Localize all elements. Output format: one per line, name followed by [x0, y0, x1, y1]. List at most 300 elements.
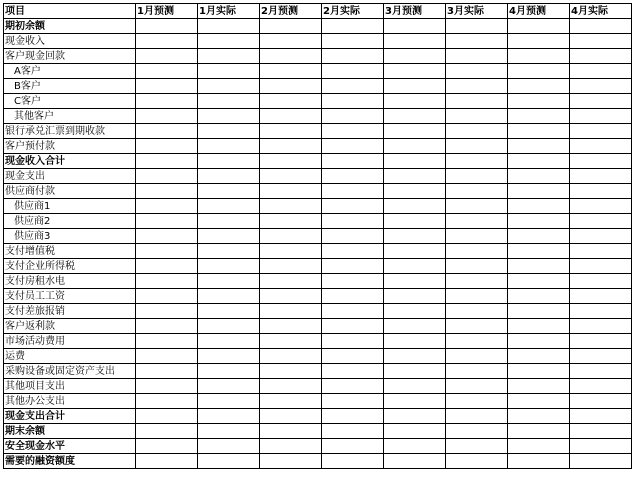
data-cell[interactable]	[136, 49, 198, 64]
data-cell[interactable]	[384, 184, 446, 199]
header-jan-actual[interactable]: 1月实际	[198, 4, 260, 19]
data-cell[interactable]	[136, 379, 198, 394]
data-cell[interactable]	[384, 229, 446, 244]
data-cell[interactable]	[136, 304, 198, 319]
data-cell[interactable]	[508, 379, 570, 394]
data-cell[interactable]	[136, 454, 198, 469]
data-cell[interactable]	[384, 214, 446, 229]
data-cell[interactable]	[570, 169, 632, 184]
data-cell[interactable]	[384, 349, 446, 364]
data-cell[interactable]	[508, 334, 570, 349]
data-cell[interactable]	[508, 289, 570, 304]
data-cell[interactable]	[384, 304, 446, 319]
data-cell[interactable]	[322, 439, 384, 454]
row-label[interactable]: 需要的融资额度	[4, 454, 136, 469]
data-cell[interactable]	[198, 64, 260, 79]
header-row	[4, 4, 632, 19]
data-cell[interactable]	[446, 454, 508, 469]
table-row	[4, 109, 632, 124]
data-cell[interactable]	[570, 364, 632, 379]
row-label[interactable]: 供应商3	[4, 229, 136, 244]
data-cell[interactable]	[384, 199, 446, 214]
data-cell[interactable]	[322, 214, 384, 229]
data-cell[interactable]	[570, 139, 632, 154]
data-cell[interactable]	[322, 364, 384, 379]
data-cell[interactable]	[384, 274, 446, 289]
data-cell[interactable]	[384, 79, 446, 94]
data-cell[interactable]	[384, 64, 446, 79]
data-cell[interactable]	[198, 169, 260, 184]
data-cell[interactable]	[136, 334, 198, 349]
data-cell[interactable]	[322, 109, 384, 124]
data-cell[interactable]	[198, 289, 260, 304]
data-cell[interactable]	[260, 304, 322, 319]
data-cell[interactable]	[570, 259, 632, 274]
data-cell[interactable]	[198, 199, 260, 214]
data-cell[interactable]	[198, 334, 260, 349]
data-cell[interactable]	[508, 184, 570, 199]
data-cell[interactable]	[384, 94, 446, 109]
data-cell[interactable]	[570, 184, 632, 199]
data-cell[interactable]	[136, 154, 198, 169]
data-cell[interactable]	[384, 319, 446, 334]
data-cell[interactable]	[570, 154, 632, 169]
data-cell[interactable]	[322, 154, 384, 169]
data-cell[interactable]	[260, 409, 322, 424]
data-cell[interactable]	[570, 334, 632, 349]
row-label[interactable]: 期初余额	[4, 19, 136, 34]
data-cell[interactable]	[446, 379, 508, 394]
data-cell[interactable]	[260, 244, 322, 259]
data-cell[interactable]	[446, 184, 508, 199]
data-cell[interactable]	[446, 439, 508, 454]
data-cell[interactable]	[136, 274, 198, 289]
data-cell[interactable]	[322, 94, 384, 109]
data-cell[interactable]	[384, 289, 446, 304]
data-cell[interactable]	[570, 274, 632, 289]
data-cell[interactable]	[198, 409, 260, 424]
data-cell[interactable]	[136, 424, 198, 439]
data-cell[interactable]	[322, 169, 384, 184]
data-cell[interactable]	[260, 439, 322, 454]
row-label[interactable]: 其他项目支出	[4, 379, 136, 394]
data-cell[interactable]	[570, 79, 632, 94]
row-label[interactable]: 现金收入	[4, 34, 136, 49]
data-cell[interactable]	[322, 304, 384, 319]
data-cell[interactable]	[322, 19, 384, 34]
data-cell[interactable]	[570, 394, 632, 409]
data-cell[interactable]	[198, 229, 260, 244]
data-cell[interactable]	[508, 139, 570, 154]
data-cell[interactable]	[508, 19, 570, 34]
header-mar-actual[interactable]: 3月实际	[446, 4, 508, 19]
data-cell[interactable]	[322, 199, 384, 214]
data-cell[interactable]	[136, 64, 198, 79]
table-row	[4, 364, 632, 379]
data-cell[interactable]	[198, 244, 260, 259]
table-row	[4, 319, 632, 334]
data-cell[interactable]	[508, 349, 570, 364]
data-cell[interactable]	[384, 244, 446, 259]
data-cell[interactable]	[322, 229, 384, 244]
data-cell[interactable]	[446, 244, 508, 259]
data-cell[interactable]	[260, 214, 322, 229]
data-cell[interactable]	[260, 109, 322, 124]
data-cell[interactable]	[508, 64, 570, 79]
data-cell[interactable]	[136, 364, 198, 379]
row-label[interactable]: 银行承兑汇票到期收款	[4, 124, 136, 139]
table-row	[4, 34, 632, 49]
data-cell[interactable]	[446, 64, 508, 79]
row-label[interactable]: 现金收入合计	[4, 154, 136, 169]
table-row	[4, 79, 632, 94]
data-cell[interactable]	[446, 409, 508, 424]
data-cell[interactable]	[384, 439, 446, 454]
data-cell[interactable]	[508, 259, 570, 274]
data-cell[interactable]	[198, 184, 260, 199]
data-cell[interactable]	[136, 409, 198, 424]
data-cell[interactable]	[570, 319, 632, 334]
table-row	[4, 154, 632, 169]
data-cell[interactable]	[570, 19, 632, 34]
row-label[interactable]: 支付差旅报销	[4, 304, 136, 319]
data-cell[interactable]	[198, 274, 260, 289]
data-cell[interactable]	[508, 229, 570, 244]
header-apr-actual[interactable]: 4月实际	[570, 4, 632, 19]
data-cell[interactable]	[508, 79, 570, 94]
data-cell[interactable]	[136, 244, 198, 259]
data-cell[interactable]	[446, 349, 508, 364]
header-apr-forecast[interactable]: 4月预测	[508, 4, 570, 19]
data-cell[interactable]	[570, 49, 632, 64]
data-cell[interactable]	[322, 79, 384, 94]
data-cell[interactable]	[384, 409, 446, 424]
row-label[interactable]: 支付企业所得税	[4, 259, 136, 274]
data-cell[interactable]	[322, 64, 384, 79]
data-cell[interactable]	[446, 289, 508, 304]
data-cell[interactable]	[570, 124, 632, 139]
data-cell[interactable]	[508, 49, 570, 64]
row-label[interactable]: C客户	[4, 94, 136, 109]
table-row	[4, 214, 632, 229]
data-cell[interactable]	[446, 274, 508, 289]
data-cell[interactable]	[322, 409, 384, 424]
data-cell[interactable]	[198, 49, 260, 64]
data-cell[interactable]	[446, 79, 508, 94]
data-cell[interactable]	[260, 379, 322, 394]
data-cell[interactable]	[570, 199, 632, 214]
data-cell[interactable]	[508, 199, 570, 214]
row-label[interactable]: 客户返利款	[4, 319, 136, 334]
data-cell[interactable]	[198, 364, 260, 379]
data-cell[interactable]	[508, 214, 570, 229]
data-cell[interactable]	[446, 424, 508, 439]
data-cell[interactable]	[508, 319, 570, 334]
row-label[interactable]: 其他客户	[4, 109, 136, 124]
data-cell[interactable]	[384, 259, 446, 274]
data-cell[interactable]	[384, 424, 446, 439]
data-cell[interactable]	[322, 349, 384, 364]
data-cell[interactable]	[136, 259, 198, 274]
data-cell[interactable]	[198, 94, 260, 109]
data-cell[interactable]	[322, 424, 384, 439]
data-cell[interactable]	[570, 439, 632, 454]
data-cell[interactable]	[260, 334, 322, 349]
data-cell[interactable]	[136, 229, 198, 244]
table-row	[4, 424, 632, 439]
header-feb-actual[interactable]: 2月实际	[322, 4, 384, 19]
row-label[interactable]: 现金支出	[4, 169, 136, 184]
data-cell[interactable]	[198, 139, 260, 154]
data-cell[interactable]	[446, 49, 508, 64]
table-row	[4, 229, 632, 244]
row-label[interactable]: 支付增值税	[4, 244, 136, 259]
data-cell[interactable]	[322, 139, 384, 154]
row-label[interactable]: 安全现金水平	[4, 439, 136, 454]
data-cell[interactable]	[384, 154, 446, 169]
data-cell[interactable]	[508, 394, 570, 409]
data-cell[interactable]	[260, 199, 322, 214]
data-cell[interactable]	[446, 334, 508, 349]
row-label[interactable]: 其他办公支出	[4, 394, 136, 409]
row-label[interactable]: A客户	[4, 64, 136, 79]
row-label[interactable]: 市场活动费用	[4, 334, 136, 349]
data-cell[interactable]	[322, 259, 384, 274]
data-cell[interactable]	[508, 364, 570, 379]
data-cell[interactable]	[136, 124, 198, 139]
data-cell[interactable]	[508, 109, 570, 124]
data-cell[interactable]	[260, 289, 322, 304]
data-cell[interactable]	[198, 394, 260, 409]
row-label[interactable]: 采购设备或固定资产支出	[4, 364, 136, 379]
table-row	[4, 304, 632, 319]
data-cell[interactable]	[260, 424, 322, 439]
data-cell[interactable]	[508, 244, 570, 259]
data-cell[interactable]	[508, 169, 570, 184]
data-cell[interactable]	[260, 49, 322, 64]
data-cell[interactable]	[322, 454, 384, 469]
data-cell[interactable]	[570, 409, 632, 424]
data-cell[interactable]	[384, 379, 446, 394]
table-row	[4, 289, 632, 304]
data-cell[interactable]	[384, 364, 446, 379]
data-cell[interactable]	[508, 274, 570, 289]
data-cell[interactable]	[260, 19, 322, 34]
data-cell[interactable]	[260, 169, 322, 184]
data-cell[interactable]	[260, 394, 322, 409]
data-cell[interactable]	[570, 214, 632, 229]
row-label[interactable]: 供应商1	[4, 199, 136, 214]
data-cell[interactable]	[136, 439, 198, 454]
table-row	[4, 439, 632, 454]
data-cell[interactable]	[446, 94, 508, 109]
data-cell[interactable]	[508, 409, 570, 424]
data-cell[interactable]	[198, 304, 260, 319]
data-cell[interactable]	[384, 139, 446, 154]
row-label[interactable]: 运费	[4, 349, 136, 364]
data-cell[interactable]	[136, 199, 198, 214]
data-cell[interactable]	[260, 184, 322, 199]
row-label[interactable]: 支付员工工资	[4, 289, 136, 304]
data-cell[interactable]	[570, 454, 632, 469]
table-row	[4, 169, 632, 184]
table-row	[4, 334, 632, 349]
data-cell[interactable]	[260, 94, 322, 109]
data-cell[interactable]	[446, 394, 508, 409]
data-cell[interactable]	[322, 334, 384, 349]
data-cell[interactable]	[446, 259, 508, 274]
data-cell[interactable]	[198, 124, 260, 139]
data-cell[interactable]	[446, 124, 508, 139]
header-mar-forecast[interactable]: 3月预测	[384, 4, 446, 19]
data-cell[interactable]	[136, 319, 198, 334]
data-cell[interactable]	[570, 109, 632, 124]
data-cell[interactable]	[570, 379, 632, 394]
data-cell[interactable]	[136, 19, 198, 34]
table-row	[4, 139, 632, 154]
row-label[interactable]: 现金支出合计	[4, 409, 136, 424]
data-cell[interactable]	[198, 424, 260, 439]
table-row	[4, 259, 632, 274]
table-row	[4, 244, 632, 259]
table-row	[4, 454, 632, 469]
data-cell[interactable]	[136, 214, 198, 229]
data-cell[interactable]	[260, 364, 322, 379]
data-cell[interactable]	[446, 199, 508, 214]
data-cell[interactable]	[570, 304, 632, 319]
data-cell[interactable]	[136, 184, 198, 199]
data-cell[interactable]	[508, 304, 570, 319]
data-cell[interactable]	[322, 319, 384, 334]
data-cell[interactable]	[446, 109, 508, 124]
data-cell[interactable]	[260, 124, 322, 139]
data-cell[interactable]	[322, 394, 384, 409]
data-cell[interactable]	[260, 349, 322, 364]
data-cell[interactable]	[198, 34, 260, 49]
data-cell[interactable]	[322, 49, 384, 64]
data-cell[interactable]	[570, 94, 632, 109]
data-cell[interactable]	[198, 319, 260, 334]
data-cell[interactable]	[446, 19, 508, 34]
data-cell[interactable]	[136, 394, 198, 409]
data-cell[interactable]	[384, 454, 446, 469]
data-cell[interactable]	[322, 34, 384, 49]
data-cell[interactable]	[446, 304, 508, 319]
data-cell[interactable]	[570, 244, 632, 259]
row-label[interactable]: 期末余额	[4, 424, 136, 439]
data-cell[interactable]	[322, 274, 384, 289]
data-cell[interactable]	[384, 109, 446, 124]
header-feb-forecast[interactable]: 2月预测	[260, 4, 322, 19]
data-cell[interactable]	[136, 109, 198, 124]
data-cell[interactable]	[570, 34, 632, 49]
data-cell[interactable]	[322, 289, 384, 304]
data-cell[interactable]	[260, 229, 322, 244]
data-cell[interactable]	[508, 94, 570, 109]
data-cell[interactable]	[136, 139, 198, 154]
data-cell[interactable]	[198, 259, 260, 274]
data-cell[interactable]	[446, 154, 508, 169]
data-cell[interactable]	[322, 379, 384, 394]
header-jan-forecast[interactable]: 1月预测	[136, 4, 198, 19]
row-label[interactable]: 支付房租水电	[4, 274, 136, 289]
data-cell[interactable]	[508, 124, 570, 139]
data-cell[interactable]	[198, 214, 260, 229]
data-cell[interactable]	[570, 289, 632, 304]
data-cell[interactable]	[446, 214, 508, 229]
data-cell[interactable]	[322, 124, 384, 139]
data-cell[interactable]	[260, 319, 322, 334]
data-cell[interactable]	[136, 34, 198, 49]
data-cell[interactable]	[260, 64, 322, 79]
data-cell[interactable]	[446, 34, 508, 49]
row-label[interactable]: 客户预付款	[4, 139, 136, 154]
data-cell[interactable]	[446, 139, 508, 154]
data-cell[interactable]	[508, 439, 570, 454]
data-cell[interactable]	[446, 169, 508, 184]
data-cell[interactable]	[136, 349, 198, 364]
data-cell[interactable]	[198, 154, 260, 169]
header-item[interactable]: 项目	[4, 4, 136, 19]
data-cell[interactable]	[260, 274, 322, 289]
data-cell[interactable]	[384, 334, 446, 349]
data-cell[interactable]	[508, 454, 570, 469]
data-cell[interactable]	[260, 34, 322, 49]
data-cell[interactable]	[322, 184, 384, 199]
data-cell[interactable]	[384, 394, 446, 409]
table-row	[4, 394, 632, 409]
data-cell[interactable]	[198, 349, 260, 364]
data-cell[interactable]	[260, 259, 322, 274]
row-label[interactable]: 客户现金回款	[4, 49, 136, 64]
data-cell[interactable]	[508, 424, 570, 439]
data-cell[interactable]	[136, 169, 198, 184]
data-cell[interactable]	[198, 19, 260, 34]
data-cell[interactable]	[322, 244, 384, 259]
data-cell[interactable]	[198, 439, 260, 454]
row-label[interactable]: 供应商付款	[4, 184, 136, 199]
data-cell[interactable]	[136, 289, 198, 304]
data-cell[interactable]	[384, 124, 446, 139]
data-cell[interactable]	[384, 49, 446, 64]
data-cell[interactable]	[198, 379, 260, 394]
data-cell[interactable]	[570, 229, 632, 244]
data-cell[interactable]	[446, 364, 508, 379]
data-cell[interactable]	[446, 319, 508, 334]
data-cell[interactable]	[260, 79, 322, 94]
data-cell[interactable]	[260, 139, 322, 154]
data-cell[interactable]	[260, 454, 322, 469]
data-cell[interactable]	[198, 79, 260, 94]
data-cell[interactable]	[384, 169, 446, 184]
data-cell[interactable]	[198, 109, 260, 124]
data-cell[interactable]	[198, 454, 260, 469]
data-cell[interactable]	[384, 19, 446, 34]
data-cell[interactable]	[136, 79, 198, 94]
table-row	[4, 199, 632, 214]
data-cell[interactable]	[570, 64, 632, 79]
data-cell[interactable]	[136, 94, 198, 109]
data-cell[interactable]	[446, 229, 508, 244]
data-cell[interactable]	[570, 424, 632, 439]
data-cell[interactable]	[260, 154, 322, 169]
row-label[interactable]: B客户	[4, 79, 136, 94]
data-cell[interactable]	[570, 349, 632, 364]
data-cell[interactable]	[508, 34, 570, 49]
row-label[interactable]: 供应商2	[4, 214, 136, 229]
data-cell[interactable]	[508, 154, 570, 169]
data-cell[interactable]	[384, 34, 446, 49]
